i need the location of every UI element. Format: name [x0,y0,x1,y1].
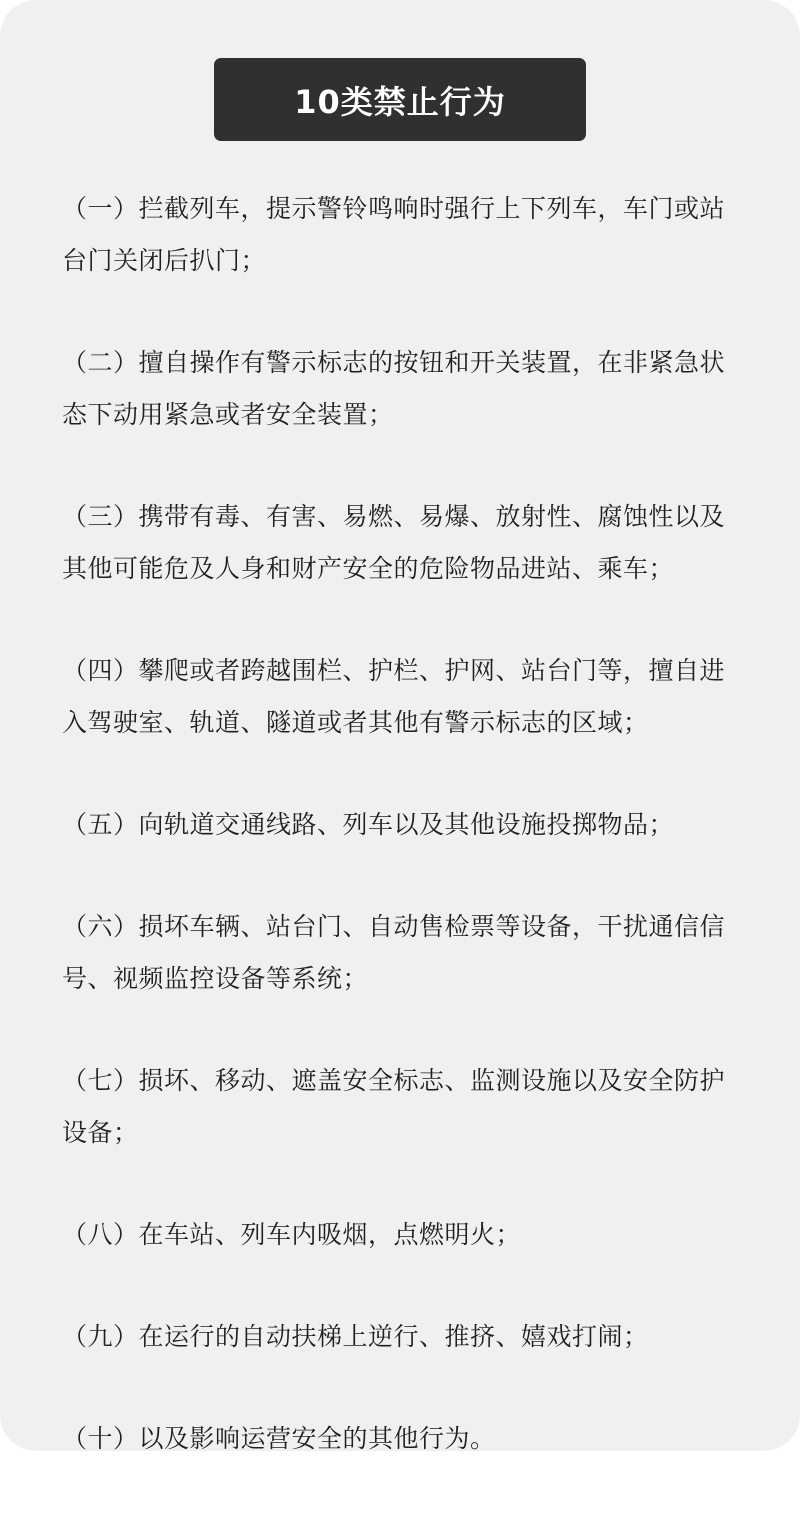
rule-item-5: （五）向轨道交通线路、列车以及其他设施投掷物品； [62,810,675,839]
prohibited-behaviors-list [62,183,742,1515]
rule-item-1: （一）拦截列车，提示警铃鸣响时强行上下列车，车门或站台门关闭后扒门； [62,194,726,275]
rule-item-4: （四）攀爬或者跨越围栏、护栏、护网、站台门等，擅自进入驾驶室、轨道、隧道或者其他有警示标志的区域； [62,656,726,737]
page-title: 10类禁止行为 [294,82,506,121]
rule-item-7: （七）损坏、移动、遮盖安全标志、监测设施以及安全防护设备； [62,1066,726,1147]
rule-item-6: （六）损坏车辆、站台门、自动售检票等设备，干扰通信信号、视频监控设备等系统； [62,912,726,993]
title-banner [214,58,586,141]
rule-item-8: （八）在车站、列车内吸烟，点燃明火； [62,1220,522,1249]
rule-item-2: （二）擅自操作有警示标志的按钮和开关装置，在非紧急状态下动用紧急或者安全装置； [62,348,726,429]
rule-item-10: （十）以及影响运营安全的其他行为。 [62,1424,496,1453]
rule-item-3: （三）携带有毒、有害、易燃、易爆、放射性、腐蚀性以及其他可能危及人身和财产安全的危险物品进站、乘车； [62,502,726,583]
rule-item-9: （九）在运行的自动扶梯上逆行、推挤、嬉戏打闹； [62,1322,649,1351]
